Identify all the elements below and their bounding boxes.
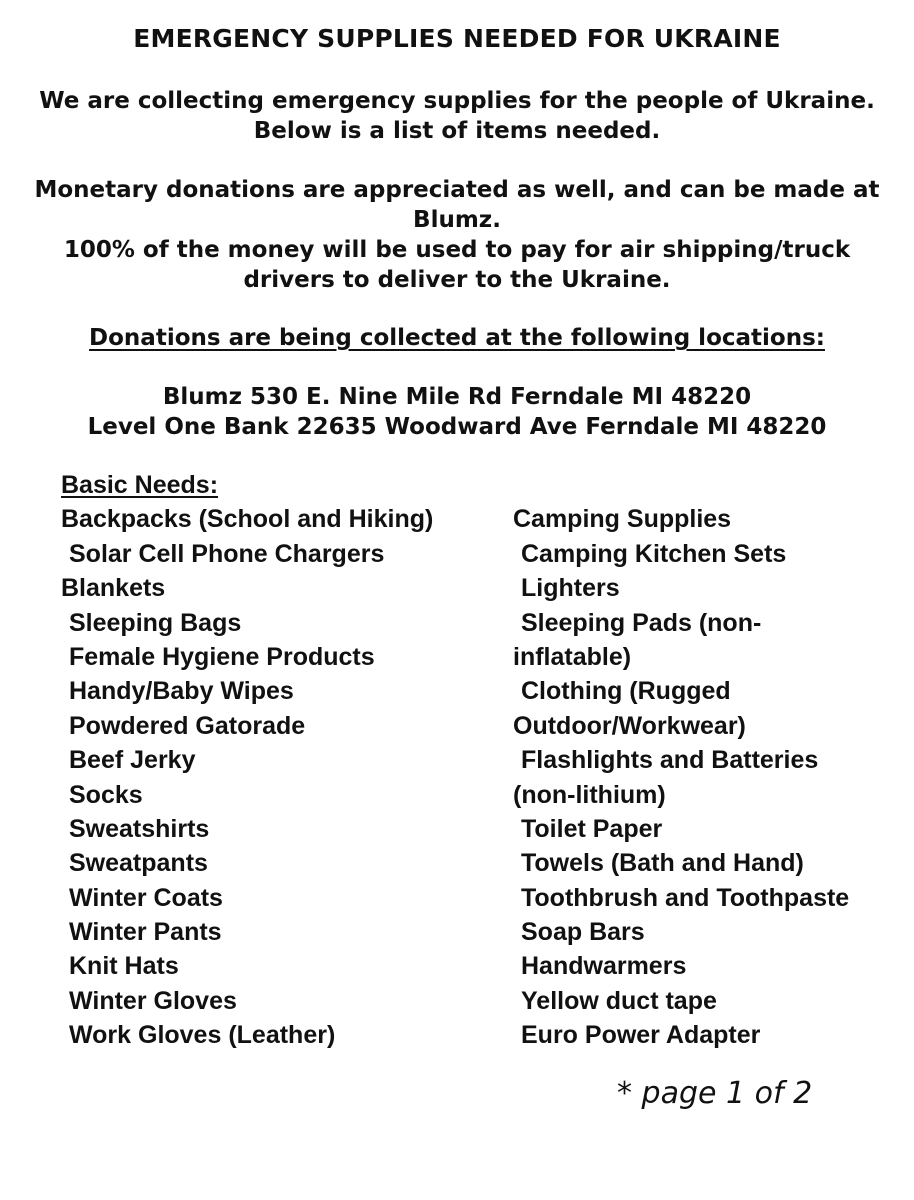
monetary-donations-text (0, 175, 914, 295)
list-item: Towels (Bath and Hand) (521, 849, 804, 878)
list-item: Euro Power Adapter (521, 1021, 761, 1050)
list-item: Socks (69, 780, 143, 809)
intro-line: We are collecting emergency supplies for the people of Ukraine. (39, 88, 875, 114)
list-item: Clothing (Rugged (521, 677, 731, 706)
list-item: inflatable) (513, 642, 632, 671)
page-number-note: * page 1 of 2 (617, 1076, 813, 1111)
list-item: Handwarmers (521, 952, 687, 981)
location-item: Blumz 530 E. Nine Mile Rd Ferndale MI 48220 (162, 384, 752, 410)
list-item: Work Gloves (Leather) (69, 1021, 336, 1050)
list-item: Yellow duct tape (521, 986, 717, 1015)
list-item: Lighters (521, 574, 620, 603)
list-item: Sweatpants (69, 849, 208, 878)
monetary-line: Monetary donations are appreciated as well, and can be made at (34, 177, 880, 203)
list-item: Outdoor/Workwear) (513, 711, 746, 740)
intro-line: Below is a list of items needed. (253, 118, 661, 144)
list-item: (non-lithium) (513, 780, 666, 809)
locations-list (0, 382, 914, 442)
monetary-line: 100% of the money will be used to pay for air shipping/truck (63, 237, 851, 263)
list-item: Powdered Gatorade (69, 711, 306, 740)
list-item: Beef Jerky (69, 746, 196, 775)
list-item: Female Hygiene Products (69, 642, 375, 671)
list-item: Sleeping Pads (non- (521, 608, 762, 637)
list-item: Knit Hats (69, 952, 179, 981)
list-item: Blankets (61, 574, 166, 603)
monetary-line: Blumz. (413, 207, 501, 233)
location-item: Level One Bank 22635 Woodward Ave Ferndale MI 48220 (87, 414, 827, 440)
list-item: Camping Supplies (513, 505, 732, 534)
column-spacer (513, 468, 903, 502)
basic-needs-column (61, 468, 491, 1053)
list-item: Winter Coats (69, 883, 223, 912)
list-item: Sleeping Bags (69, 608, 242, 637)
list-item: Camping Kitchen Sets (521, 539, 787, 568)
list-item: Toilet Paper (521, 814, 663, 843)
camping-supplies-column (513, 468, 903, 1053)
intro-text (0, 86, 914, 146)
list-item: Winter Pants (69, 918, 222, 947)
basic-needs-heading: Basic Needs: (61, 471, 219, 499)
list-item: Flashlights and Batteries (521, 746, 819, 775)
list-item: Sweatshirts (69, 814, 210, 843)
list-item: Solar Cell Phone Chargers (69, 539, 385, 568)
page-title: EMERGENCY SUPPLIES NEEDED FOR UKRAINE (133, 24, 781, 53)
list-item: Winter Gloves (69, 986, 237, 1015)
list-item: Toothbrush and Toothpaste (521, 883, 850, 912)
locations-heading: Donations are being collected at the following locations: (89, 325, 825, 351)
list-item: Soap Bars (521, 918, 645, 947)
list-item: Handy/Baby Wipes (69, 677, 294, 706)
monetary-line: drivers to deliver to the Ukraine. (243, 267, 671, 293)
list-item: Backpacks (School and Hiking) (61, 505, 434, 534)
